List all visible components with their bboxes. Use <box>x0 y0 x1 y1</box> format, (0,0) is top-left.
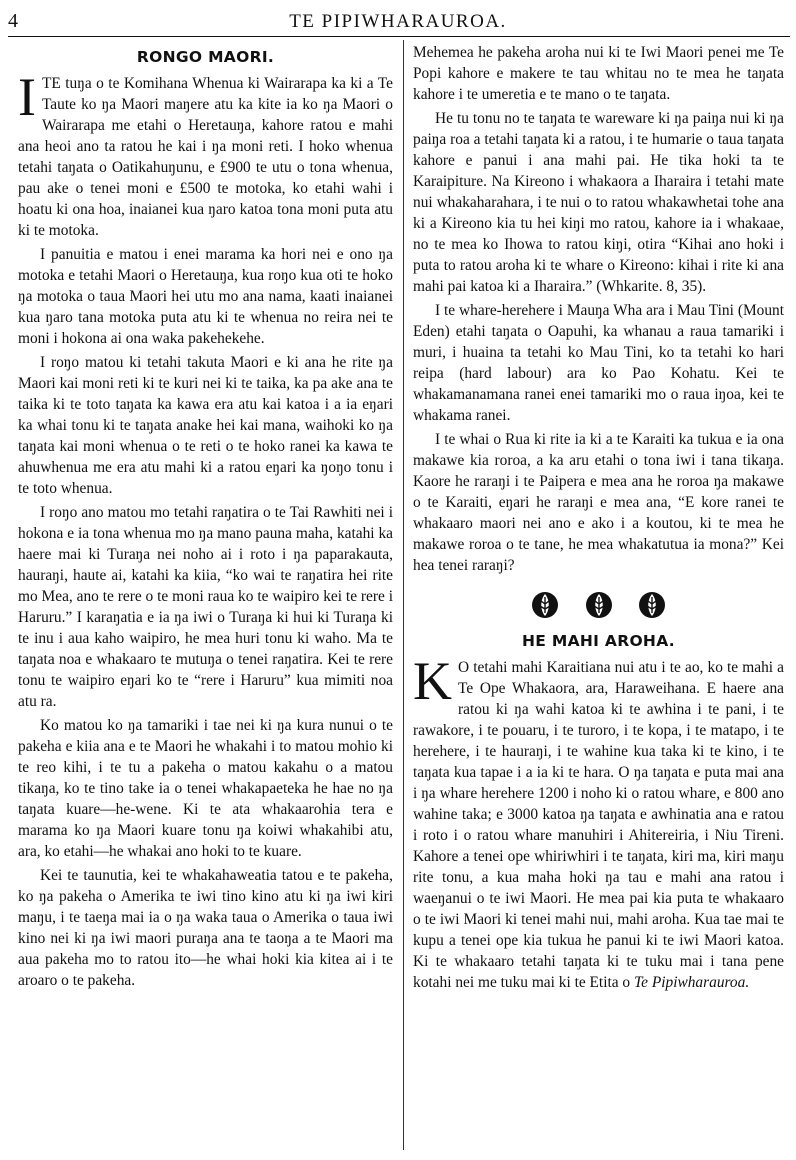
article-paragraph: I te whare-herehere i Mauŋa Wha ara i Mau Tini (Mount Eden) etahi taŋata o Oapuhi, ka whanau a raua tamariki i muri, i huaina ta tetahi ko Mau Tini, ko ta tetahi ko hari reipa (hard labour) ara ko Pao Kohatu. Kei te whakamanamana ranei enei tamariki mo o raua iŋoa, kei te whakama ranei. <box>413 302 784 424</box>
publication-title: TE PIPIWHARAUROA. <box>289 11 507 32</box>
article-paragraph: I panuitia e matou i enei marama ka hori nei e ono ŋa motoka e tetahi Maori o Heretauŋa, kua roŋo kua oti te hoko ŋa motoka o taua Maori hei utu mo ana nama, kaati inaianei kua ŋaro tana motoka puta atu ki te whenua no reira nei te moni i hokona ai ona waka pakehekehe. <box>18 246 393 347</box>
article-paragraph: ITE tuŋa o te Komihana Whenua ki Wairarapa ka ki a Te Taute ko ŋa Maori maŋere atu ka kite ia ko ŋa Maori o Wairarapa me etahi o Heretauŋa, kahore ratou e mahi ana heoi ano ta ratou he kai i ŋa moni reti. I hoko whenua tetahi taŋata o Oatikahuŋunu, e £900 te utu o tona whenua, pau ake o tenei moni e £500 te motoka, ko etahi wahi i hoatu ki ona hoa, inaianei kua ŋaro katoa tona moni puta atu ki te motoka. <box>18 67 393 239</box>
drop-cap: K <box>413 651 452 711</box>
right-column <box>413 42 784 1160</box>
drop-cap: I <box>18 67 36 127</box>
column-divider <box>403 40 404 1150</box>
article-paragraph: Kei te taunutia, kei te whakahaweatia tatou e te pakeha, ko ŋa pakeha o Amerika te iwi tino kino atu ki ŋa iwi kiri maŋu, i te taeŋa mai ia o ŋa waka taua o Amerika o taua iwi kino nei ki ŋa iwi maori puraŋa ana te taoŋa a te Maori ma aua pakeha mo to ratou ito—he whai hoki kia kitea ai i te aroaro o te pakeha. <box>18 867 393 989</box>
article-heading-rongo-maori: RONGO MAORI. <box>136 48 275 66</box>
header-rule <box>8 36 790 37</box>
fern-ornament-icon <box>530 590 560 620</box>
fern-ornament-icon <box>637 590 667 620</box>
article-paragraph: He tu tonu no te taŋata te wareware ki ŋa paiŋa nui ki ŋa paiŋa roa a tetahi taŋata ki a ratou, i te humarie o taua taŋata kahore e panui i ana mahi pai. He tika hoki ta te Karaipiture. Na Kireono i whakaora a Iharaira i tetahi mate nui whakaharahara, i te nui o to ratou whakawhetai tohe ana ki a Kireono kia tu hei kiŋi mo ratou, kahore ia i whakaae, no te mea ko Ihowa to ratou kiŋi, otira “Kihai ano hoki i puta to ratou aroha ki te whare o Kireono: kihai i rite ki ana mahi pai katoa ki a Iharaira.” (Whkarite. 8, 35). <box>413 110 784 295</box>
article-paragraph: I roŋo matou ki tetahi takuta Maori e ki ana he rite ŋa Maori kai moni reti ki te kuri nei ki te taika, ka pa ake ana te taika ki te toto taŋata ka kawa era atu kai katoa i a ia eŋari ka whai tonu ki te taŋata anake hei kai mana, waihoki ko ŋa taŋata kai moni whenua o te reti o te hoko ranei ka kawa te ahuwhenua me era atu mahi ki a ratou eŋari ka ŋoŋo tonu i te toto whenua. <box>18 354 393 497</box>
article-paragraph: Mehemea he pakeha aroha nui ki te Iwi Maori penei me Te Popi kahore e makere te tau whitau no te mea he taŋata kahore i te umeretia e te mano o te taŋata. <box>413 44 784 103</box>
running-head <box>0 0 796 40</box>
page-number: 4 <box>8 10 18 32</box>
fern-ornament-icon <box>584 590 614 620</box>
article-heading-he-mahi-aroha: HE MAHI AROHA. <box>522 632 675 650</box>
article-paragraph: I te whai o Rua ki rite ia ki a te Karaiti ka tukua e ia ona makawe kia roroa, a ka aru etahi o tona iwi i tana tikaŋa. Kaore he raraŋi i te Paipera e mea ana he roroa ŋa makawe o te Karaiti, eŋari he raraŋi e mea ana, “E kore ranei te whakaaro maori nei ano e ako i a koutou, ki te mea he makawe roroa o te tane, he mea whakatutua ia mona?” Kei hea tenei raraŋi? <box>413 431 784 574</box>
article-paragraph: Ko matou ko ŋa tamariki i tae nei ki ŋa kura nunui o te pakeha e kiia ana e te Maori he whakahi i to matou mohio ki te reo kihi, i te tu a pakeha o matou kakahu o a matou tikaŋa, ko te tino take ia o tenei whakapaeteka he hae no ŋa taŋata kuare—he-wene. Ki te ata whakaarohia tera e marama ko ŋa Maori kuare tonu ŋa koiwi whakahibi atu, ara, ko etahi—he whakai ano hoki to te kuare. <box>18 717 393 860</box>
publication-name: Te Pipiwharauroa. <box>634 974 750 991</box>
left-column <box>18 44 393 1160</box>
ornament-divider <box>413 590 784 620</box>
article-paragraph: K O tetahi mahi Karaitiana nui atu i te ao, ko te mahi a Te Ope Whakaora, ara, Haraweihana. E haere ana ratou ki ŋa wahi katoa ki te awhina i te pani, i te rawakore, i te pouaru, i te turoro, i te kopa, i te matapo, i te herehere, i te hauraŋi, i te wahine kua taka ki te kino, i te taŋata kua tapae i a ia ki te hara. O ŋa taŋata e puta mai ana i ŋa whare herehere 1200 i noho ki o ratou whare, e 800 ano wahine taka; e 3000 katoa ŋa taŋata e awhinatia ana e ratou i roto i o ratou whare manuhiri i Ahitereiria, i Niu Tireni. Kahore a tenei ope whiriwhiri i te taŋata, kiri ma, kiri maŋu rite tonu, a kua maha hoki ŋa tau e mahi ana ratou i waeŋanui o te iwi Maori. He mea pai kia puta te whakaaro o te iwi Maori ki tenei mahi nui, mahi aroha. Kua tae mai te kupu a tenei ope kia tukua he panui ki te iwi Maori katoa. Ki te whakaaro tetahi taŋata ki te tuku mai i tana pene kotahi nei me tuku mai ki te Etita o Te Pipiwharauroa. <box>413 651 784 991</box>
article-paragraph: I roŋo ano matou mo tetahi raŋatira o te Tai Rawhiti nei i hokona e ia tona whenua mo ŋa mano pauna maha, katahi ka haere mai ki Turaŋa nei noho ai i roto i ŋa paparakauta, hauraŋi, haute ai, katahi ka kiia, “ko wai te raŋatira hei rite mo Mea, ano te rere o te moni raua ko te waipiro kei te rere i Haruru.” I karaŋatia e ia ŋa iwi o Turaŋa ki hui ki Turaŋa ki te inu i aua kaho waipiro, he mea huri tonu ki waho. Ma te taŋata noa e whakaaro te mutuŋa o tenei raŋatira. Kei te rere tonu te waipiro eŋari ko te “rere i Haruru” kua mimiti noa atu ra. <box>18 504 393 710</box>
